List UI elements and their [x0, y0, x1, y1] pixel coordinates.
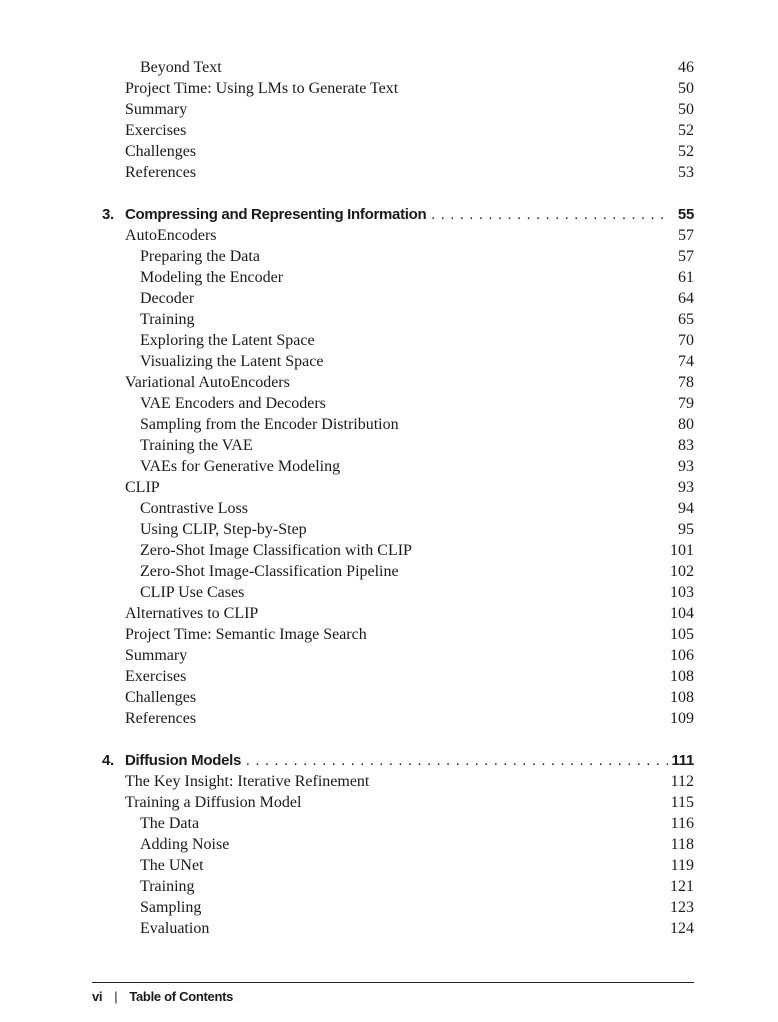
toc-entry-page: 83 [678, 437, 694, 454]
toc-entry-title: VAE Encoders and Decoders [140, 395, 326, 412]
toc-entry-page: 103 [670, 584, 694, 601]
toc-entry-title: Summary [125, 101, 188, 118]
toc-entry-page: 53 [678, 164, 694, 181]
toc-entry[interactable] [0, 226, 778, 246]
toc-entry-title: References [125, 164, 197, 181]
toc-entry-title: Sampling [140, 899, 202, 916]
toc-entry[interactable] [0, 415, 778, 435]
toc-entry[interactable] [0, 352, 778, 372]
toc-entry[interactable] [0, 142, 778, 162]
footer-page-number: vi [92, 989, 103, 1004]
toc-entry-page: 101 [670, 542, 694, 559]
toc-entry-title: Training the VAE [140, 437, 253, 454]
toc-entry-page: 93 [678, 479, 694, 496]
toc-entry-title: Alternatives to CLIP [125, 605, 259, 622]
toc-entry-title: Modeling the Encoder [140, 269, 284, 286]
toc-entry-page: 55 [677, 206, 694, 223]
toc-entry[interactable] [0, 793, 778, 813]
toc-entry-page: 115 [670, 794, 694, 811]
toc-entry-title: The Data [140, 815, 200, 832]
chapter-number: 3. [102, 206, 114, 223]
toc-entry[interactable] [0, 772, 778, 792]
toc-entry-page: 109 [670, 710, 694, 727]
toc-entry[interactable] [0, 457, 778, 477]
toc-entry-page: 118 [670, 836, 694, 853]
footer-rule [92, 982, 694, 983]
toc-entry-page: 108 [670, 689, 694, 706]
toc-entry[interactable] [0, 247, 778, 267]
toc-entry-page: 104 [670, 605, 694, 622]
toc-entry-page: 111 [671, 752, 694, 769]
toc-entry[interactable] [0, 898, 778, 918]
page-footer [92, 989, 233, 1004]
toc-entry[interactable] [0, 58, 778, 78]
toc-entry[interactable] [0, 562, 778, 582]
toc-entry-page: 52 [678, 122, 694, 139]
toc-entry-page: 108 [670, 668, 694, 685]
toc-entry-title: Zero-Shot Image Classification with CLIP [140, 542, 412, 559]
toc-entry[interactable] [0, 121, 778, 141]
toc-entry-page: 61 [678, 269, 694, 286]
toc-entry-page: 70 [678, 332, 694, 349]
toc-entry-page: 52 [678, 143, 694, 160]
toc-entry-page: 93 [678, 458, 694, 475]
toc-entry[interactable] [0, 877, 778, 897]
toc-entry-title: Diffusion Models . . . [125, 751, 668, 771]
toc-entry-title: VAEs for Generative Modeling [140, 458, 341, 475]
toc-entry[interactable] [0, 520, 778, 540]
toc-entry[interactable] [0, 856, 778, 876]
toc-entry-title: Exploring the Latent Space [140, 332, 315, 349]
chapter-number: 4. [102, 752, 114, 769]
toc-entry-page: 105 [670, 626, 694, 643]
toc-entry-title: Contrastive Loss [140, 500, 248, 517]
toc-entry[interactable] [0, 373, 778, 393]
toc-entry-page: 121 [670, 878, 694, 895]
toc-entry[interactable] [0, 646, 778, 666]
toc-entry[interactable] [0, 436, 778, 456]
toc-entry[interactable] [0, 709, 778, 729]
toc-entry-title: Evaluation [140, 920, 210, 937]
toc-entry[interactable] [0, 919, 778, 939]
toc-entry-page: 64 [678, 290, 694, 307]
toc-entry-title: Zero-Shot Image-Classification Pipeline [140, 563, 399, 580]
toc-entry[interactable] [0, 478, 778, 498]
toc-entry-title: Training [140, 311, 195, 328]
toc-entry-title: Project Time: Semantic Image Search [125, 626, 367, 643]
toc-entry[interactable] [0, 688, 778, 708]
toc-entry-title: CLIP Use Cases [140, 584, 245, 601]
toc-entry-title: Beyond Text [140, 59, 222, 76]
toc-entry-page: 46 [678, 59, 694, 76]
toc-entry-page: 112 [670, 773, 694, 790]
toc-entry[interactable] [0, 499, 778, 519]
toc-entry-title: Adding Noise [140, 836, 230, 853]
toc-entry[interactable] [0, 814, 778, 834]
toc-entry-page: 123 [670, 899, 694, 916]
toc-entry-title: Using CLIP, Step-by-Step [140, 521, 307, 538]
toc-chapter-entry[interactable] [0, 751, 778, 771]
toc-entry-title: The UNet [140, 857, 204, 874]
toc-entry-title: Decoder [140, 290, 195, 307]
toc-entry-title: Training a Diffusion Model [125, 794, 302, 811]
toc-entry-title: Summary [125, 647, 188, 664]
toc-entry[interactable] [0, 100, 778, 120]
toc-entry[interactable] [0, 583, 778, 603]
toc-entry[interactable] [0, 394, 778, 414]
toc-entry-title: Challenges [125, 143, 197, 160]
toc-entry[interactable] [0, 289, 778, 309]
toc-entry[interactable] [0, 604, 778, 624]
toc-entry[interactable] [0, 667, 778, 687]
toc-entry-page: 80 [678, 416, 694, 433]
toc-entry-page: 95 [678, 521, 694, 538]
toc-entry-title: Project Time: Using LMs to Generate Text [125, 80, 399, 97]
toc-entry-page: 94 [678, 500, 694, 517]
toc-entry-title: Exercises [125, 122, 187, 139]
toc-chapter-entry[interactable] [0, 205, 778, 225]
toc-entry-page: 50 [678, 101, 694, 118]
toc-entry-title: AutoEncoders [125, 227, 217, 244]
footer-separator: | [114, 989, 118, 1004]
toc-entry[interactable] [0, 331, 778, 351]
toc-entry[interactable] [0, 79, 778, 99]
toc-entry-page: 124 [670, 920, 694, 937]
toc-entry-page: 116 [670, 815, 694, 832]
toc-entry[interactable] [0, 541, 778, 561]
toc-entry-page: 57 [678, 227, 694, 244]
footer-label: Table of Contents [129, 989, 234, 1004]
toc-entry-page: 74 [678, 353, 694, 370]
toc-entry[interactable] [0, 268, 778, 288]
toc-entry-title: Training [140, 878, 195, 895]
toc-entry[interactable] [0, 163, 778, 183]
toc-entry-page: 78 [678, 374, 694, 391]
toc-entry-title: References [125, 710, 197, 727]
toc-entry-page: 65 [678, 311, 694, 328]
toc-entry[interactable] [0, 310, 778, 330]
toc-entry-page: 79 [678, 395, 694, 412]
toc-entry-title: Compressing and Representing Information . . . [125, 205, 668, 225]
toc-entry-title: CLIP [125, 479, 160, 496]
toc-entry[interactable] [0, 625, 778, 645]
toc-entry-page: 102 [670, 563, 694, 580]
toc-entry-title: The Key Insight: Iterative Refinement [125, 773, 370, 790]
toc-entry-page: 50 [678, 80, 694, 97]
toc-entry-title: Variational AutoEncoders [125, 374, 290, 391]
toc-entry-title: Preparing the Data [140, 248, 260, 265]
toc-entry-page: 57 [678, 248, 694, 265]
toc-entry-title: Exercises [125, 668, 187, 685]
toc-entry-title: Challenges [125, 689, 197, 706]
toc-entry-title: Visualizing the Latent Space [140, 353, 324, 370]
toc-entry-page: 106 [670, 647, 694, 664]
toc-entry[interactable] [0, 835, 778, 855]
toc-entry-title: Sampling from the Encoder Distribution [140, 416, 399, 433]
toc-entry-page: 119 [670, 857, 694, 874]
